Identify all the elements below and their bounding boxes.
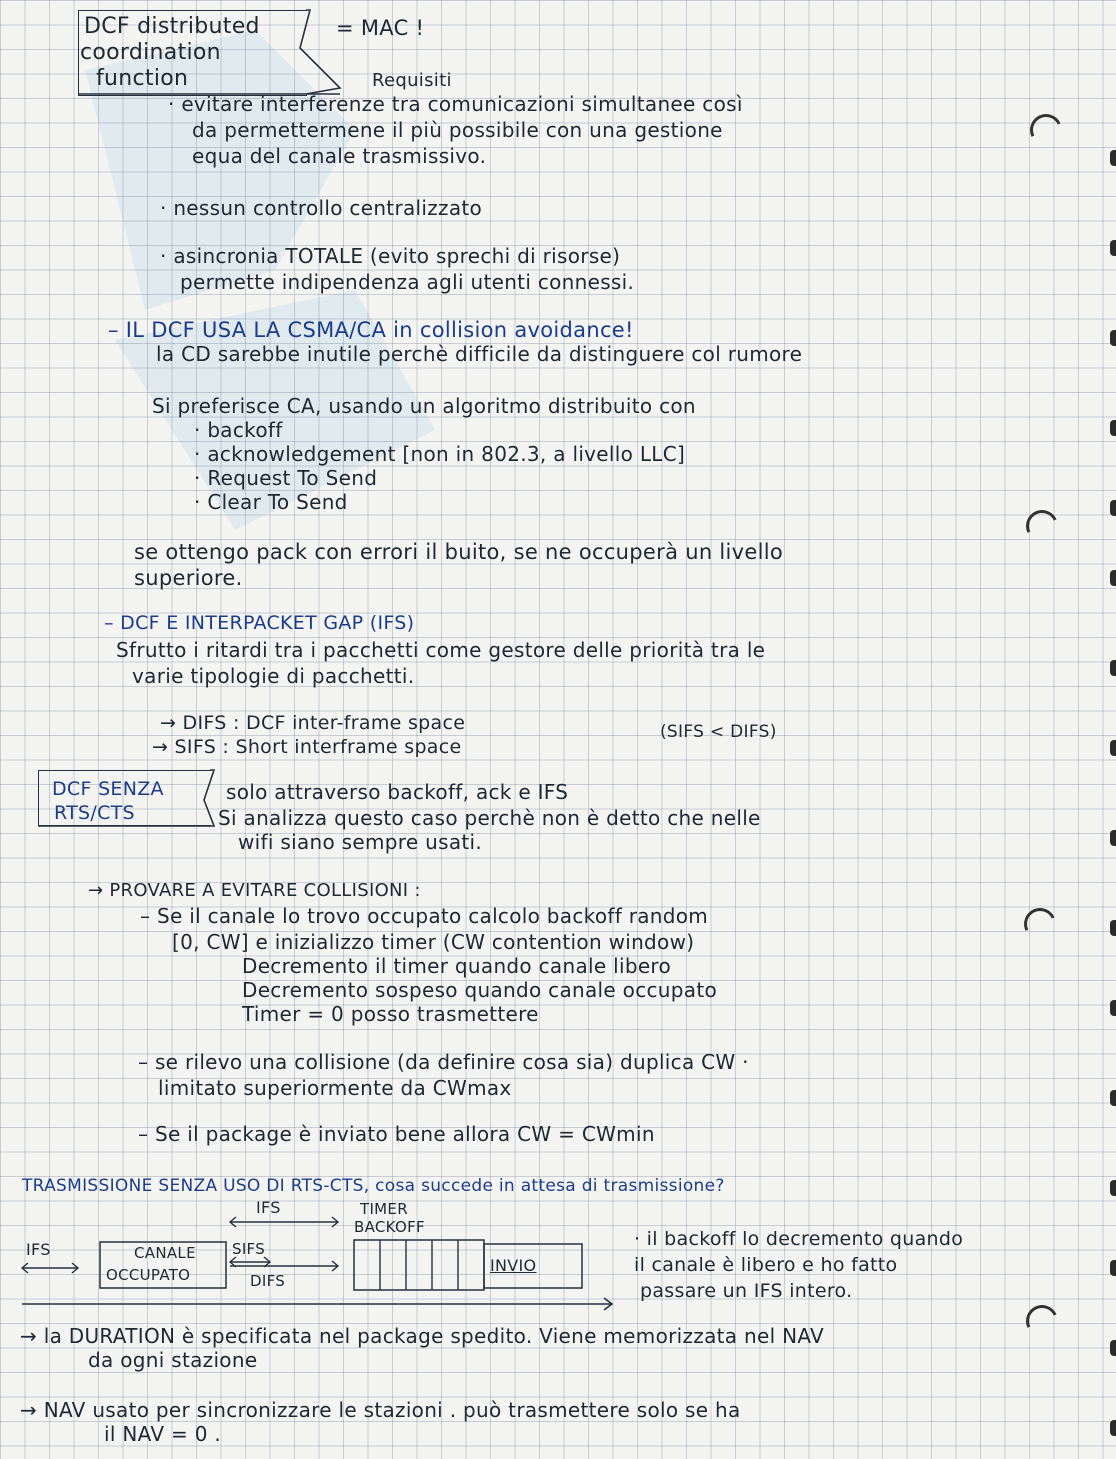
ifs-heading: – DCF E INTERPACKET GAP (IFS) <box>104 612 415 634</box>
requisito-3-line1: · asincronia TOTALE (evito sprechi di risorse) <box>160 244 621 268</box>
provare-line4: Decremento sospeso quando canale occupato <box>242 978 718 1002</box>
diagram-ifs-left: IFS <box>26 1240 51 1259</box>
requisito-1-line3: equa del canale trasmissivo. <box>192 144 487 168</box>
ifs-sifs: → SIFS : Short interframe space <box>152 736 462 758</box>
nav-line1: → NAV usato per sincronizzare le stazioni . può trasmettere solo se ha <box>20 1398 741 1422</box>
nav-line2: il NAV = 0 . <box>104 1422 222 1446</box>
provare-line3: Decremento il timer quando canale libero <box>242 954 672 978</box>
csma-prefer: Si preferisce CA, usando un algoritmo distribuito con <box>152 394 696 418</box>
ifs-line2: varie tipologie di pacchetti. <box>132 664 415 688</box>
dcf-title-line1: DCF distributed <box>84 14 260 39</box>
duration-line2: da ogni stazione <box>88 1348 258 1372</box>
ifs-compare: (SIFS < DIFS) <box>660 722 777 742</box>
csma-line2: la CD sarebbe inutile perchè difficile da distinguere col rumore <box>156 342 803 366</box>
csma-note2: superiore. <box>134 566 243 590</box>
senza-line1: solo attraverso backoff, ack e IFS <box>226 780 569 804</box>
dcf-title-line3: function <box>96 66 189 91</box>
diagram-occupato: OCCUPATO <box>106 1266 191 1284</box>
trasmissione-heading: TRASMISSIONE SENZA USO DI RTS-CTS, cosa succede in attesa di trasmissione? <box>22 1176 725 1196</box>
provare-line2: [0, CW] e inizializzo timer (CW contention window) <box>172 930 695 954</box>
requisito-3-line2: permette indipendenza agli utenti connessi. <box>180 270 635 294</box>
requisito-1-line2: da permettermene il più possibile con una gestione <box>192 118 723 142</box>
diagram-backoff: BACKOFF <box>354 1218 425 1236</box>
diagram-ifs-top: IFS <box>256 1198 281 1217</box>
duration-line1: → la DURATION è specificata nel package spedito. Viene memorizzata nel NAV <box>20 1324 825 1348</box>
senza-line2: Si analizza questo caso perchè non è detto che nelle <box>218 806 761 830</box>
ifs-difs: → DIFS : DCF inter-frame space <box>160 712 466 734</box>
diagram-sifs: SIFS <box>232 1240 266 1258</box>
provare-line5: Timer = 0 posso trasmettere <box>242 1002 539 1026</box>
csma-note1: se ottengo pack con errori il buito, se ne occuperà un livello <box>134 540 784 564</box>
diagram-timer: TIMER <box>360 1200 408 1218</box>
diagram-invio: INVIO <box>490 1256 537 1275</box>
mac-note: = MAC ! <box>336 16 425 40</box>
diagram-difs: DIFS <box>250 1272 286 1290</box>
requisito-2-line1: · nessun controllo centralizzato <box>160 196 483 220</box>
csma-item-ack: · acknowledgement [non in 802.3, a livello LLC] <box>194 442 686 466</box>
csma-heading: – IL DCF USA LA CSMA/CA in collision avoidance! <box>108 318 634 342</box>
provare-line1: – Se il canale lo trovo occupato calcolo backoff random <box>140 904 709 928</box>
diagram-canale: CANALE <box>134 1244 196 1262</box>
ifs-line1: Sfrutto i ritardi tra i pacchetti come gestore delle priorità tra le <box>116 638 766 662</box>
csma-item-rts: · Request To Send <box>194 466 378 490</box>
trasmissione-note3: passare un IFS intero. <box>640 1280 853 1302</box>
trasmissione-note2: il canale è libero e ho fatto <box>634 1254 898 1276</box>
dcf-title-line2: coordination <box>80 40 221 65</box>
senza-box-line1: DCF SENZA <box>52 778 164 800</box>
csma-item-cts: · Clear To Send <box>194 490 348 514</box>
provare-heading: → PROVARE A EVITARE COLLISIONI : <box>88 880 421 901</box>
requisiti-title: Requisiti <box>372 70 452 91</box>
senza-box-line2: RTS/CTS <box>54 802 135 824</box>
provare-line6: – se rilevo una collisione (da definire cosa sia) duplica CW · <box>138 1050 749 1074</box>
requisito-1-line1: · evitare interferenze tra comunicazioni simultanee così <box>168 92 743 116</box>
senza-line3: wifi siano sempre usati. <box>238 830 483 854</box>
provare-line7: limitato superiormente da CWmax <box>158 1076 512 1100</box>
provare-line8: – Se il package è inviato bene allora CW = CWmin <box>138 1122 655 1146</box>
trasmissione-note1: · il backoff lo decremento quando <box>634 1228 964 1250</box>
csma-item-backoff: · backoff <box>194 418 283 442</box>
